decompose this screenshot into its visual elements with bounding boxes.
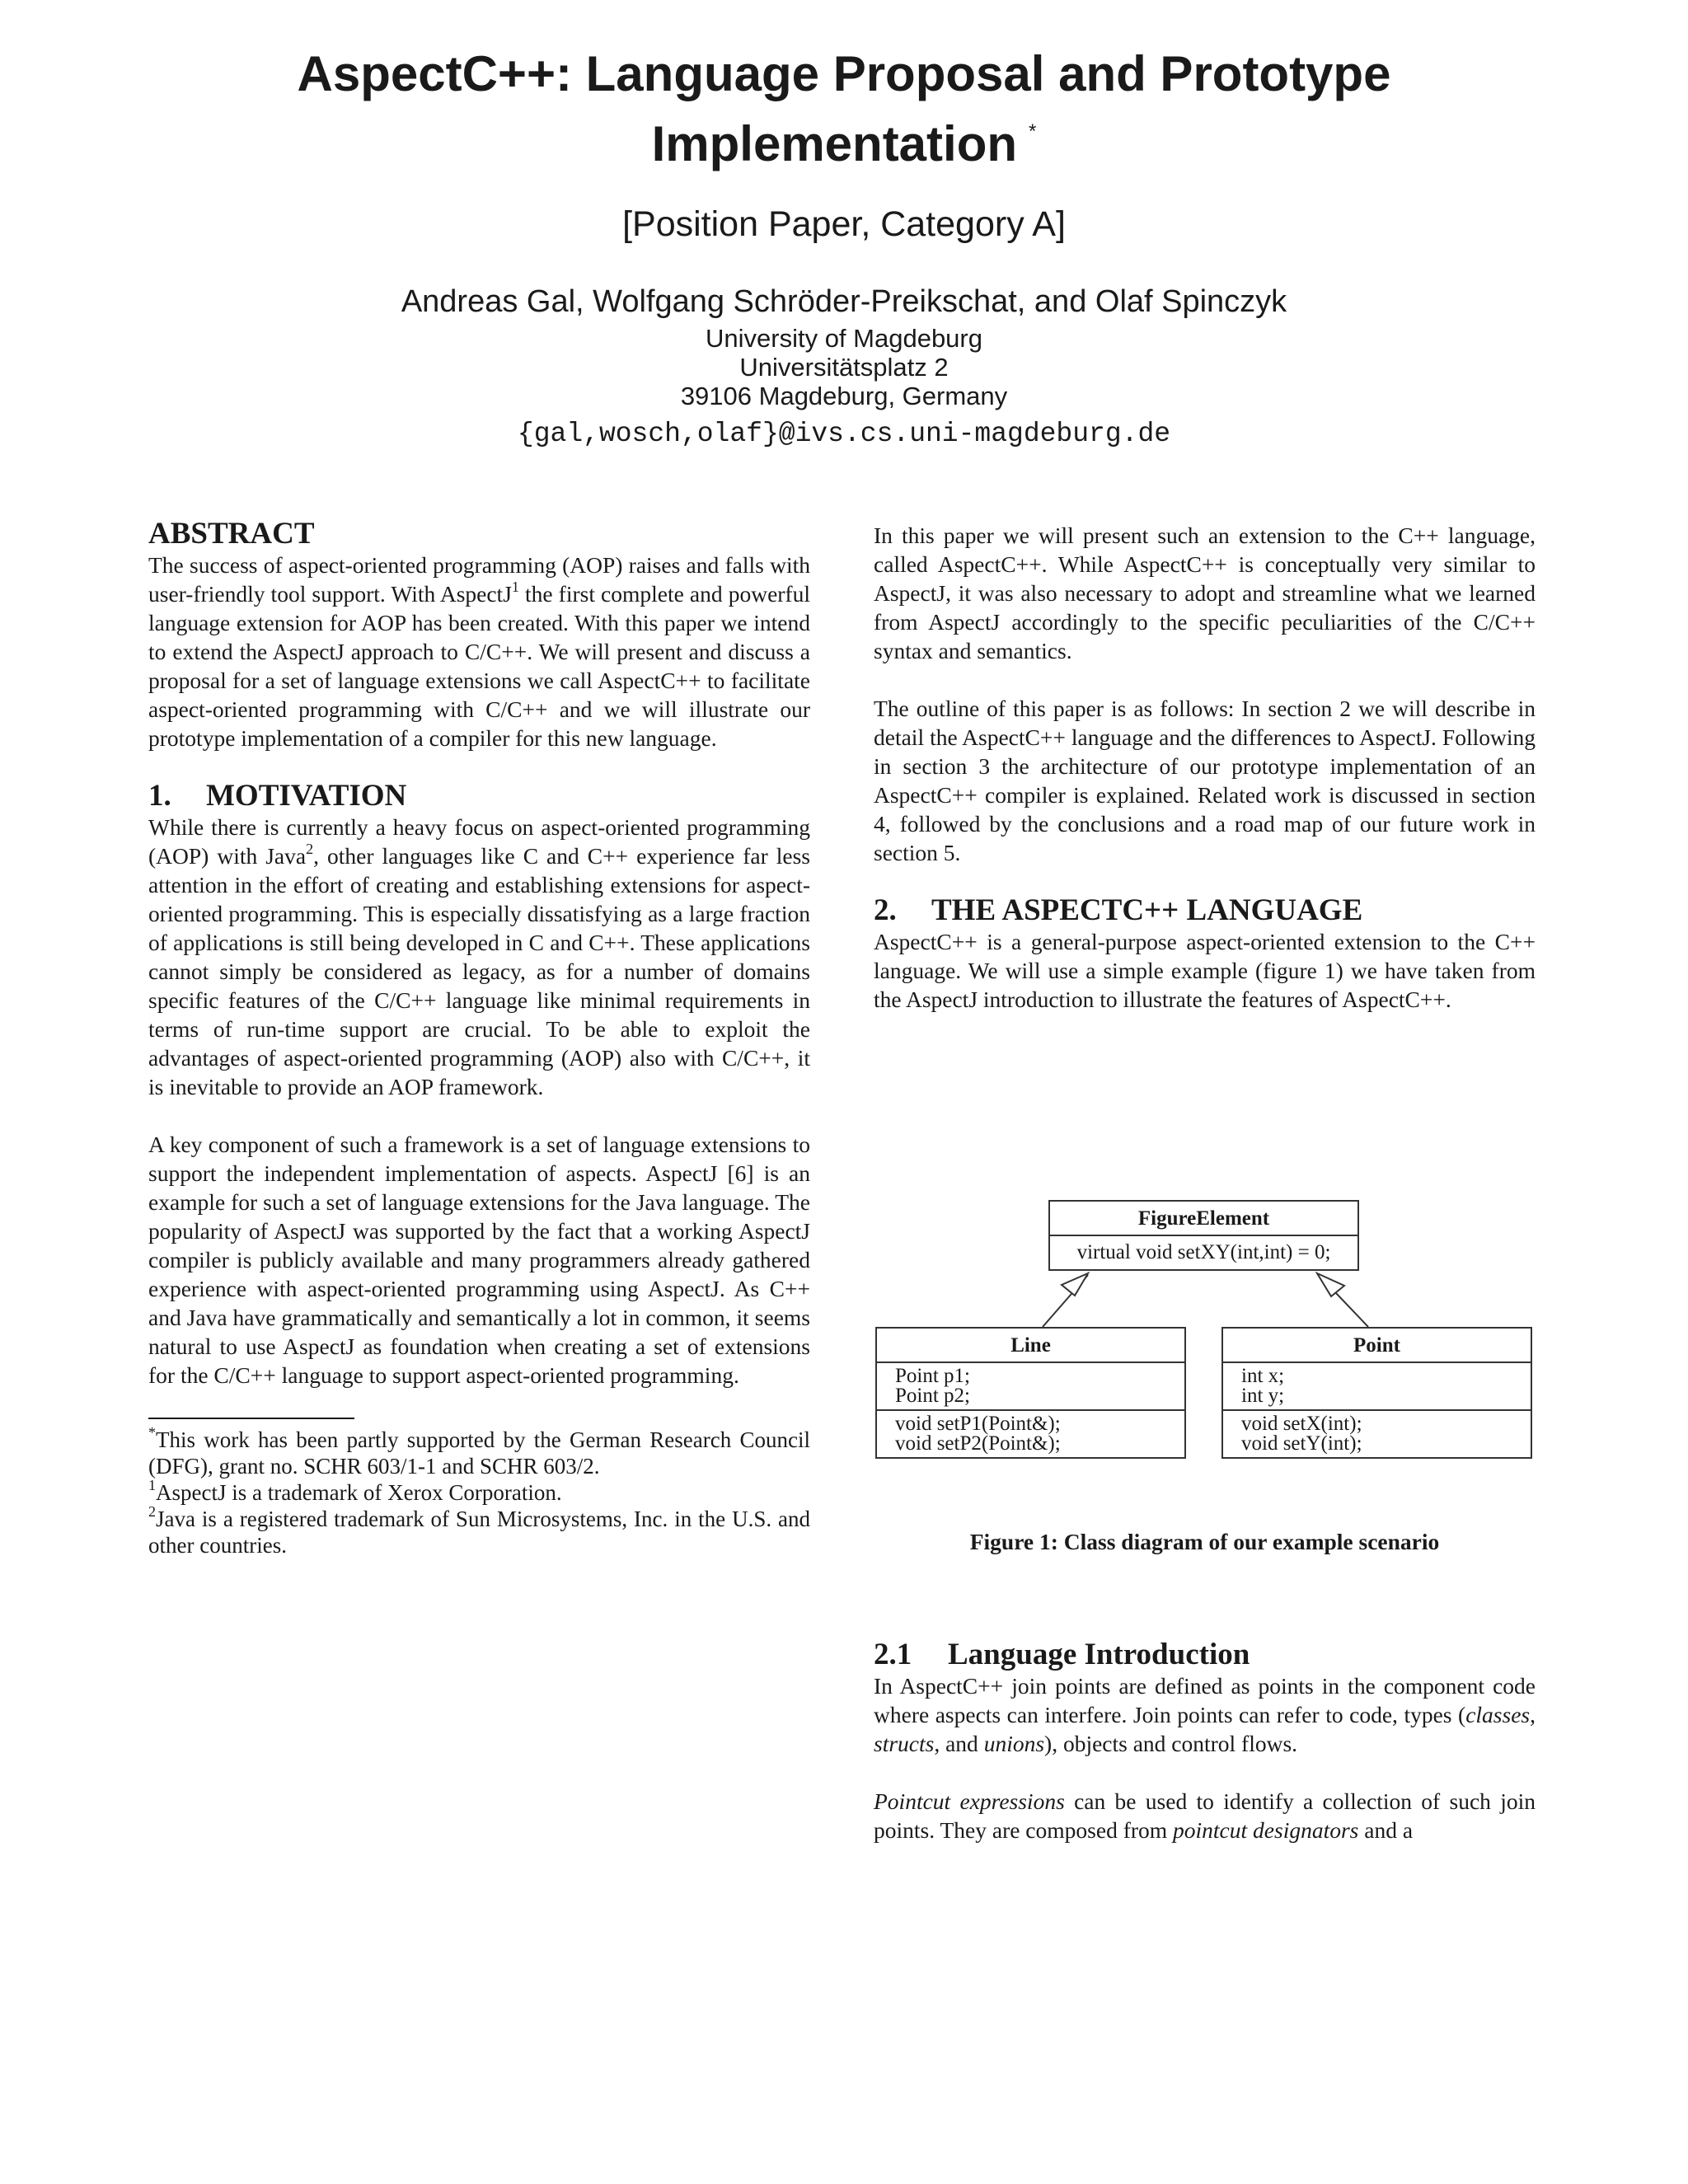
section-2-1-paragraph xyxy=(874,1671,1536,1758)
class-method: void setY(int); xyxy=(1241,1432,1362,1455)
paragraph-text: While there is currently a heavy focus on aspect-oriented programming (AOP) with Java xyxy=(148,814,810,869)
class-name: Point xyxy=(1223,1329,1531,1363)
title-line-2-text: Implementation xyxy=(651,116,1018,171)
paragraph-text: , xyxy=(1530,1702,1536,1727)
footnote-ref-1: 1 xyxy=(511,579,519,595)
authors: Andreas Gal, Wolfgang Schröder-Preikschat, and Olaf Spinczyk xyxy=(401,284,1287,319)
class-method: void setX(int); xyxy=(1241,1413,1362,1435)
class-box-figure-element xyxy=(1048,1200,1359,1271)
section-2-1-paragraph xyxy=(874,1787,1536,1844)
paper-subtitle: [Position Paper, Category A] xyxy=(622,204,1066,244)
footnote-mark: 2 xyxy=(148,1503,156,1520)
title-footnote-mark: * xyxy=(1029,120,1037,143)
affiliation-line: 39106 Magdeburg, Germany xyxy=(680,382,1008,410)
figure-caption: Figure 1: Class diagram of our example scenario xyxy=(969,1529,1440,1554)
class-method: void setP2(Point&); xyxy=(895,1432,1061,1455)
footnote-mark: * xyxy=(148,1424,156,1441)
inheritance-arrowhead xyxy=(1062,1273,1088,1296)
motivation-paragraph: The outline of this paper is as follows: In section 2 we will describe in detail the AspectC++ language and the differences to AspectJ. Following in section 3 the architecture of our prototype implementation of an AspectC++ compiler is explained. Related work is discussed in section 4, followed by the conclusions and a road map of our future work in section 5. xyxy=(874,696,1536,865)
section-title: Language Introduction xyxy=(948,1638,1250,1671)
paragraph-text: and a xyxy=(1358,1817,1414,1843)
class-name: FigureElement xyxy=(1050,1202,1357,1236)
section-number: 2.1 xyxy=(874,1638,912,1671)
emphasis: pointcut designators xyxy=(1173,1817,1359,1843)
class-attribute: Point p2; xyxy=(895,1385,970,1407)
abstract-text-part: The success of aspect-oriented programming (AOP) raises and falls with user-friendly tool support. With AspectJ xyxy=(148,552,810,607)
paragraph-text: , other languages like C and C++ experience far less attention in the effort of creating and establishing extensions for aspect-oriented programming. This is especially dissatisfying as a large fraction of applications is still being developed in C and C++. These applications cannot simply be considered as legacy, as for a number of domains specific features of the C/C++ language like minimal requirements in terms of run-time support are crucial. To be able to exploit the advantages of aspect-oriented programming (AOP) also with C/C++, it is inevitable to provide an AOP framework. xyxy=(148,843,810,1099)
class-name: Line xyxy=(877,1329,1184,1363)
title-line-1: AspectC++: Language Proposal and Prototype xyxy=(297,46,1391,101)
author-emails: {gal,wosch,olaf}@ivs.cs.uni-magdeburg.de xyxy=(517,419,1171,449)
class-method: virtual void setXY(int,int) = 0; xyxy=(1076,1241,1331,1263)
footnote-mark: 1 xyxy=(148,1477,156,1493)
footnote-ref-2: 2 xyxy=(306,841,314,857)
class-method: void setP1(Point&); xyxy=(895,1413,1061,1435)
class-attributes xyxy=(1223,1363,1531,1411)
class-attributes xyxy=(877,1363,1184,1411)
class-attribute: int x; xyxy=(1241,1365,1285,1387)
motivation-paragraph: In this paper we will present such an extension to the C++ language, called AspectC++. While AspectC++ is conceptually very similar to AspectJ, it was also necessary to adopt and streamline what we learned from AspectJ accordingly to the specific peculiarities of the C/C++ syntax and semantics. xyxy=(874,523,1536,663)
class-attribute: Point p1; xyxy=(895,1365,970,1387)
class-box-point xyxy=(1221,1327,1532,1459)
class-methods xyxy=(877,1411,1184,1457)
section-number: 2. xyxy=(874,893,897,927)
paragraph-text: In AspectC++ join points are defined as points in the component code where aspects can interfere. Join points can refer to code, types ( xyxy=(874,1673,1536,1727)
paragraph-text: , and xyxy=(934,1731,984,1756)
paragraph-text: can be used to identify a collection of such join points. They are composed from xyxy=(874,1788,1536,1843)
paragraph-text: ), objects and control flows. xyxy=(1044,1731,1298,1756)
section-title: MOTIVATION xyxy=(206,779,407,813)
section-title: THE ASPECTC++ LANGUAGE xyxy=(931,893,1363,927)
class-attribute: int y; xyxy=(1241,1385,1285,1407)
abstract-text-part: the first complete and powerful language extension for AOP has been created. With this paper we intend to extend the AspectJ approach to C/C++. We will present and discuss a proposal for a set of language extensions we call AspectC++ to facilitate aspect-oriented programming with C/C++ and we will illustrate our prototype implementation of a compiler for this new language. xyxy=(148,581,810,751)
section-2-1 xyxy=(874,1638,1536,1844)
section-2-paragraph: AspectC++ is a general-purpose aspect-oriented extension to the C++ language. We will use a simple example (figure 1) we have taken from the AspectJ introduction to illustrate the features of AspectC++. xyxy=(874,929,1536,1012)
emphasis: structs xyxy=(874,1731,935,1756)
footnote-text: This work has been partly supported by the German Research Council (DFG), grant no. SCHR 603/1-1 and SCHR 603/2. xyxy=(148,1427,810,1479)
emphasis: classes xyxy=(1465,1702,1531,1727)
inheritance-arrowhead xyxy=(1317,1273,1344,1296)
abstract-heading: ABSTRACT xyxy=(148,517,315,551)
footnote-text: Java is a registered trademark of Sun Microsystems, Inc. in the U.S. and other countries. xyxy=(148,1507,810,1558)
class-methods xyxy=(1223,1411,1531,1457)
emphasis: Pointcut expressions xyxy=(874,1788,1065,1814)
affiliation-line: Universitätsplatz 2 xyxy=(739,353,949,382)
emphasis: unions xyxy=(983,1731,1045,1756)
class-box-line xyxy=(875,1327,1186,1459)
affiliation-line: University of Magdeburg xyxy=(706,324,982,353)
section-number: 1. xyxy=(148,779,171,813)
section-2-1-heading xyxy=(874,1638,1536,1671)
motivation-paragraph: A key component of such a framework is a set of language extensions to support the independent implementation of aspects. AspectJ [6] is an example for such a set of language extensions for the Java language. The popularity of AspectJ was supported by the fact that a working AspectJ compiler is publicly available and many programmers already gathered experience with aspect-oriented programming using AspectJ. As C++ and Java have grammatically and semantically a lot in common, it seems natural to use AspectJ as foundation when creating a set of extensions for the C/C++ language to support aspect-oriented programming. xyxy=(148,1132,810,1388)
class-methods xyxy=(1050,1236,1357,1269)
footnote-text: AspectJ is a trademark of Xerox Corporation. xyxy=(156,1480,562,1505)
